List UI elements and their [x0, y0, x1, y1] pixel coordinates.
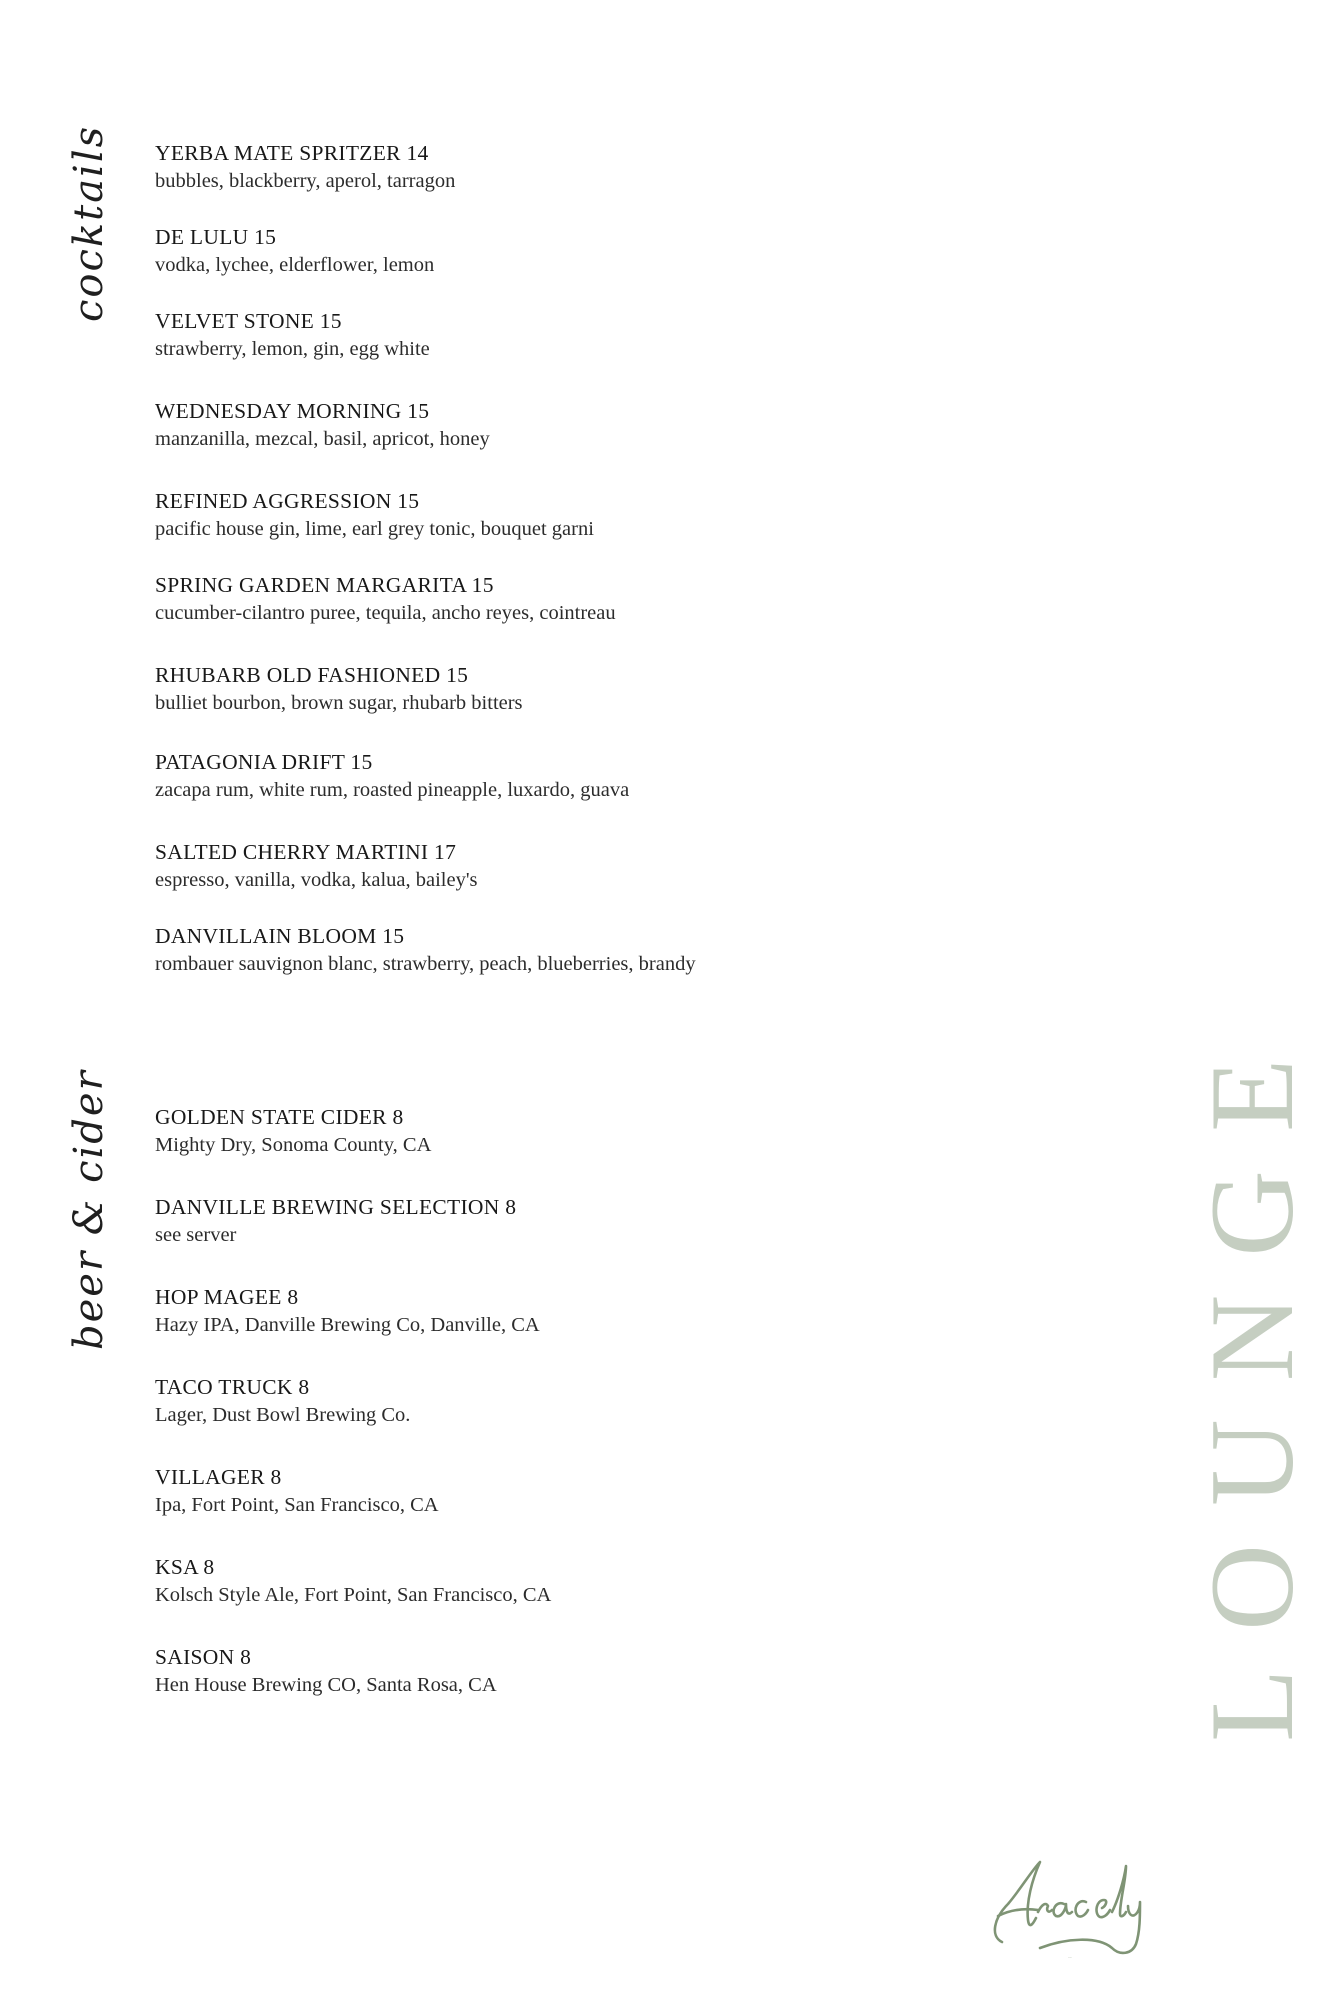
item-name: SPRING GARDEN MARGARITA 15 [155, 573, 494, 597]
item-description: Ipa, Fort Point, San Francisco, CA [155, 1494, 439, 1516]
item-name: RHUBARB OLD FASHIONED 15 [155, 663, 469, 687]
item-description: see server [155, 1224, 237, 1246]
menu-item-beer [155, 1463, 439, 1519]
menu-item-cocktail [155, 661, 523, 717]
item-description: Kolsch Style Ale, Fort Point, San Francisco, CA [155, 1584, 552, 1606]
menu-item-cocktail [155, 922, 696, 978]
aracely-logo [980, 1840, 1160, 1960]
menu-item-beer [155, 1553, 551, 1609]
menu-item-cocktail [155, 748, 629, 804]
item-description: zacapa rum, white rum, roasted pineapple, luxardo, guava [155, 779, 630, 801]
section-label-beer-cider: beer & cider [66, 1069, 112, 1350]
item-name: DANVILLE BREWING SELECTION 8 [155, 1195, 517, 1219]
logo-text: Aracely [1068, 1958, 1072, 1959]
item-description: Mighty Dry, Sonoma County, CA [155, 1134, 432, 1156]
item-description: Hen House Brewing CO, Santa Rosa, CA [155, 1674, 497, 1696]
item-name: DE LULU 15 [155, 225, 277, 249]
item-description: pacific house gin, lime, earl grey tonic, bouquet garni [155, 518, 594, 540]
item-description: manzanilla, mezcal, basil, apricot, honey [155, 428, 490, 450]
item-description: vodka, lychee, elderflower, lemon [155, 254, 435, 276]
item-description: bubbles, blackberry, aperol, tarragon [155, 170, 456, 192]
item-name: REFINED AGGRESSION 15 [155, 489, 420, 513]
item-name: YERBA MATE SPRITZER 14 [155, 141, 429, 165]
item-name: HOP MAGEE 8 [155, 1285, 299, 1309]
menu-item-cocktail [155, 307, 430, 363]
item-description: Hazy IPA, Danville Brewing Co, Danville, CA [155, 1314, 540, 1336]
menu-item-beer [155, 1283, 540, 1339]
menu-item-cocktail [155, 139, 455, 195]
item-description: bulliet bourbon, brown sugar, rhubarb bitters [155, 692, 523, 714]
menu-item-beer [155, 1373, 410, 1429]
menu-item-beer [155, 1643, 497, 1699]
item-name: DANVILLAIN BLOOM 15 [155, 924, 405, 948]
aracely-logo-graphic [980, 1840, 1160, 1960]
item-description: rombauer sauvignon blanc, strawberry, peach, blueberries, brandy [155, 953, 696, 975]
item-name: VELVET STONE 15 [155, 309, 342, 333]
item-name: GOLDEN STATE CIDER 8 [155, 1105, 404, 1129]
item-name: TACO TRUCK 8 [155, 1375, 310, 1399]
lounge-title: LOUNGE [1185, 1020, 1318, 1742]
item-name: VILLAGER 8 [155, 1465, 282, 1489]
menu-item-cocktail [155, 838, 478, 894]
menu-item-cocktail [155, 571, 616, 627]
item-name: KSA 8 [155, 1555, 215, 1579]
item-name: SALTED CHERRY MARTINI 17 [155, 840, 457, 864]
menu-item-beer [155, 1103, 431, 1159]
item-description: strawberry, lemon, gin, egg white [155, 338, 430, 360]
item-name: SAISON 8 [155, 1645, 252, 1669]
menu-item-cocktail [155, 223, 434, 279]
item-name: WEDNESDAY MORNING 15 [155, 399, 430, 423]
item-description: cucumber-cilantro puree, tequila, ancho reyes, cointreau [155, 602, 616, 624]
item-description: Lager, Dust Bowl Brewing Co. [155, 1404, 411, 1426]
menu-item-beer [155, 1193, 516, 1249]
item-name: PATAGONIA DRIFT 15 [155, 750, 373, 774]
section-label-cocktails: cocktails [66, 124, 112, 322]
menu-item-cocktail [155, 397, 490, 453]
item-description: espresso, vanilla, vodka, kalua, bailey's [155, 869, 478, 891]
menu-item-cocktail [155, 487, 594, 543]
